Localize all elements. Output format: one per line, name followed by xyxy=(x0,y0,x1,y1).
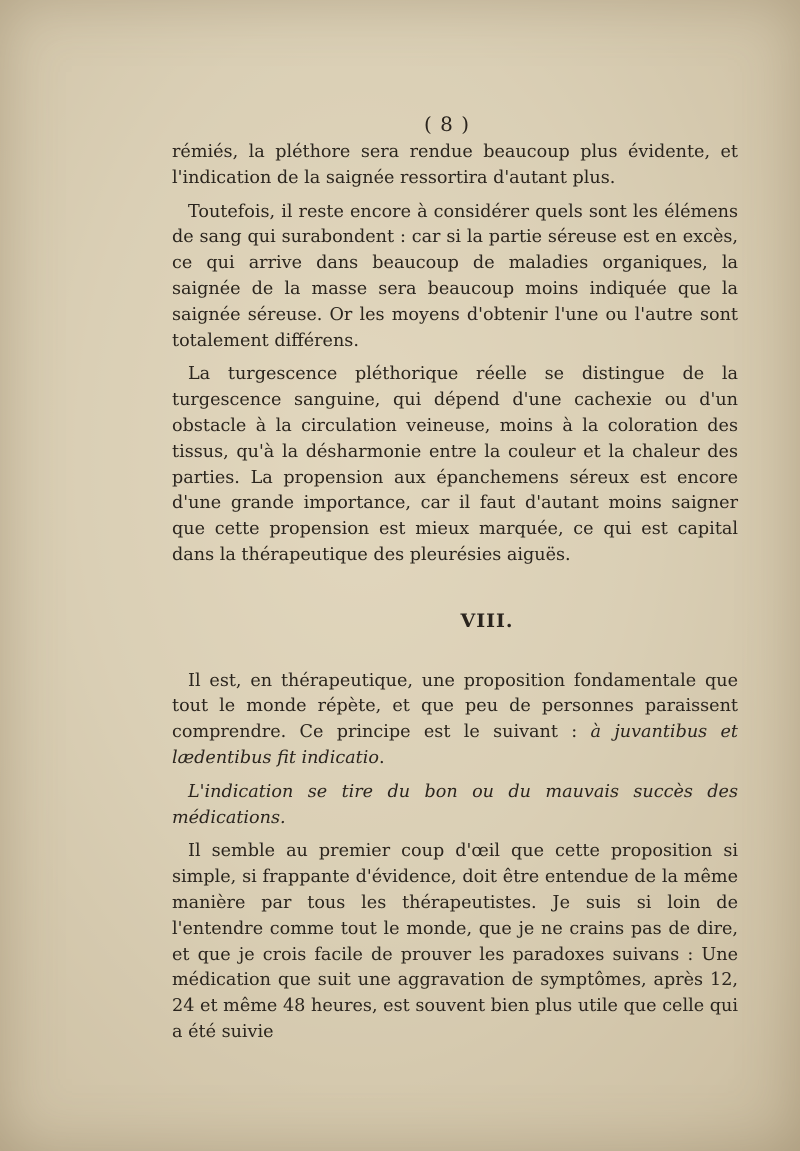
paragraph-continuation: rémiés, la pléthore sera rendue beaucoup plus évidente, et l'indication de la saignée ressortira d'autant plus. xyxy=(172,142,738,188)
paragraph-toutefois: Toutefois, il reste encore à considérer quels sont les élémens de sang qui surabondent : car si la partie séreuse est en excès, ce qui arrive dans beaucoup de maladies organiques, la saignée de la masse sera beaucoup moins indiquée que la saignée séreuse. Or les moyens d'obtenir l'une ou l'autre sont totalement différens. xyxy=(172,201,738,351)
paragraph-translation: L'indication se tire du bon ou du mauvais succès des médications. xyxy=(172,781,738,828)
paragraph-proposition xyxy=(172,669,738,772)
latin-maxim: à juvantibus et lædentibus fit indicatio xyxy=(172,722,738,768)
section-heading: VIII. xyxy=(460,609,514,632)
page-number: ( 8 ) xyxy=(423,112,471,136)
paragraph-proposition-end: . xyxy=(378,747,385,768)
paragraph-proposition-text: Il est, en thérapeutique, une proposition fondamentale que tout le monde répète, et que peu de personnes paraissent comprendre. Ce principe est le suivant : xyxy=(172,670,738,743)
document-body xyxy=(172,140,738,1046)
paragraph-turgescence: La turgescence pléthorique réelle se distingue de la turgescence sanguine, qui dépend d'une cachexie ou d'un obstacle à la circulation veineuse, moins à la coloration des tissus, qu'à la désharmonie entre la couleur et la chaleur des parties. La propension aux épanchemens séreux est encore d'une grande importance, car il faut d'autant moins saigner que cette propension est mieux marquée, ce qui est capital dans la thérapeutique des pleurésies aiguës. xyxy=(172,364,738,565)
paragraph-paradoxes: Il semble au premier coup d'œil que cette proposition si simple, si frappante d'évidence, doit être entendue de la même manière par tous les thérapeutistes. Je suis si loin de l'entendre comme tout le monde, que je ne crains pas de dire, et que je crois facile de prouver les paradoxes suivans : Une médication que suit une aggravation de symptômes, après 12, 24 et même 48 heures, est souvent bien plus utile que celle qui a été suivie xyxy=(172,841,738,1042)
